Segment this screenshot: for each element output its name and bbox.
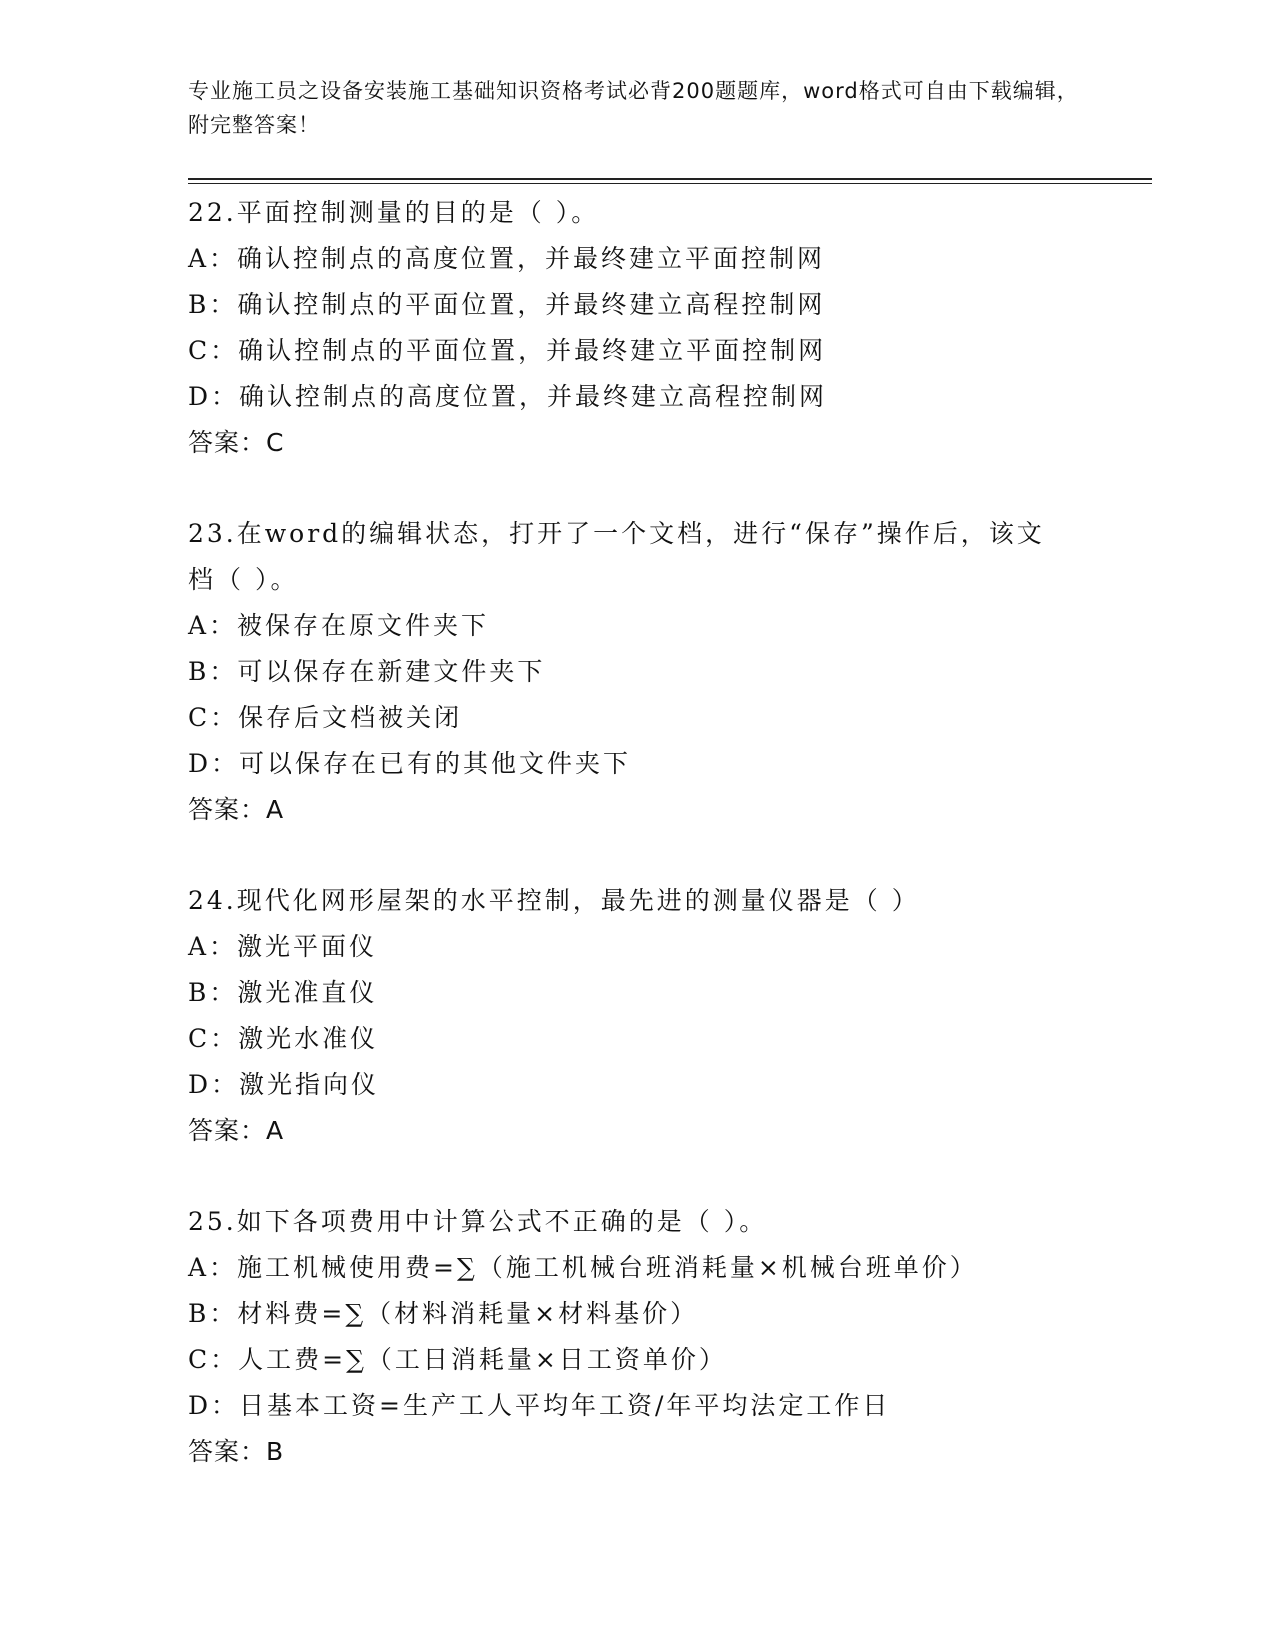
answer: 答案：C xyxy=(188,428,285,457)
option-a: A：确认控制点的高度位置，并最终建立平面控制网 xyxy=(188,244,826,273)
question-24 xyxy=(188,878,1088,1154)
option-b: B：激光准直仪 xyxy=(188,978,378,1007)
option-c: C：人工费=∑（工日消耗量×日工资单价） xyxy=(188,1345,727,1374)
option-a: A：被保存在原文件夹下 xyxy=(188,611,490,640)
question-25 xyxy=(188,1199,1088,1475)
option-b: B：确认控制点的平面位置，并最终建立高程控制网 xyxy=(188,290,826,319)
question-text: 22.平面控制测量的目的是（ ）。 xyxy=(188,198,600,227)
option-d: D：确认控制点的高度位置，并最终建立高程控制网 xyxy=(188,382,828,411)
option-c: C：确认控制点的平面位置，并最终建立平面控制网 xyxy=(188,336,827,365)
option-b: B：可以保存在新建文件夹下 xyxy=(188,657,546,686)
option-b: B：材料费=∑（材料消耗量×材料基价） xyxy=(188,1299,699,1328)
option-c: C：保存后文档被关闭 xyxy=(188,703,463,732)
option-d: D：日基本工资=生产工人平均年工资/年平均法定工作日 xyxy=(188,1391,891,1420)
option-a: A：激光平面仪 xyxy=(188,932,378,961)
header-divider-thin xyxy=(188,183,1152,184)
question-text: 23.在word的编辑状态，打开了一个文档，进行“保存”操作后，该文档（ ）。 xyxy=(188,519,1045,594)
document-header: 专业施工员之设备安装施工基础知识资格考试必背200题题库，word格式可自由下载编辑，附完整答案！ xyxy=(188,79,1079,137)
option-a: A：施工机械使用费=∑（施工机械台班消耗量×机械台班单价） xyxy=(188,1253,978,1282)
question-23 xyxy=(188,511,1088,833)
question-list xyxy=(188,190,1088,1520)
answer: 答案：A xyxy=(188,795,285,824)
option-c: C：激光水准仪 xyxy=(188,1024,379,1053)
question-22 xyxy=(188,190,1088,466)
question-text: 25.如下各项费用中计算公式不正确的是（ ）。 xyxy=(188,1207,768,1236)
option-d: D：激光指向仪 xyxy=(188,1070,380,1099)
answer: 答案：B xyxy=(188,1437,285,1466)
answer: 答案：A xyxy=(188,1116,285,1145)
question-text: 24.现代化网形屋架的水平控制，最先进的测量仪器是（ ） xyxy=(188,886,920,915)
header-divider-thick xyxy=(188,178,1152,180)
option-d: D：可以保存在已有的其他文件夹下 xyxy=(188,749,632,778)
